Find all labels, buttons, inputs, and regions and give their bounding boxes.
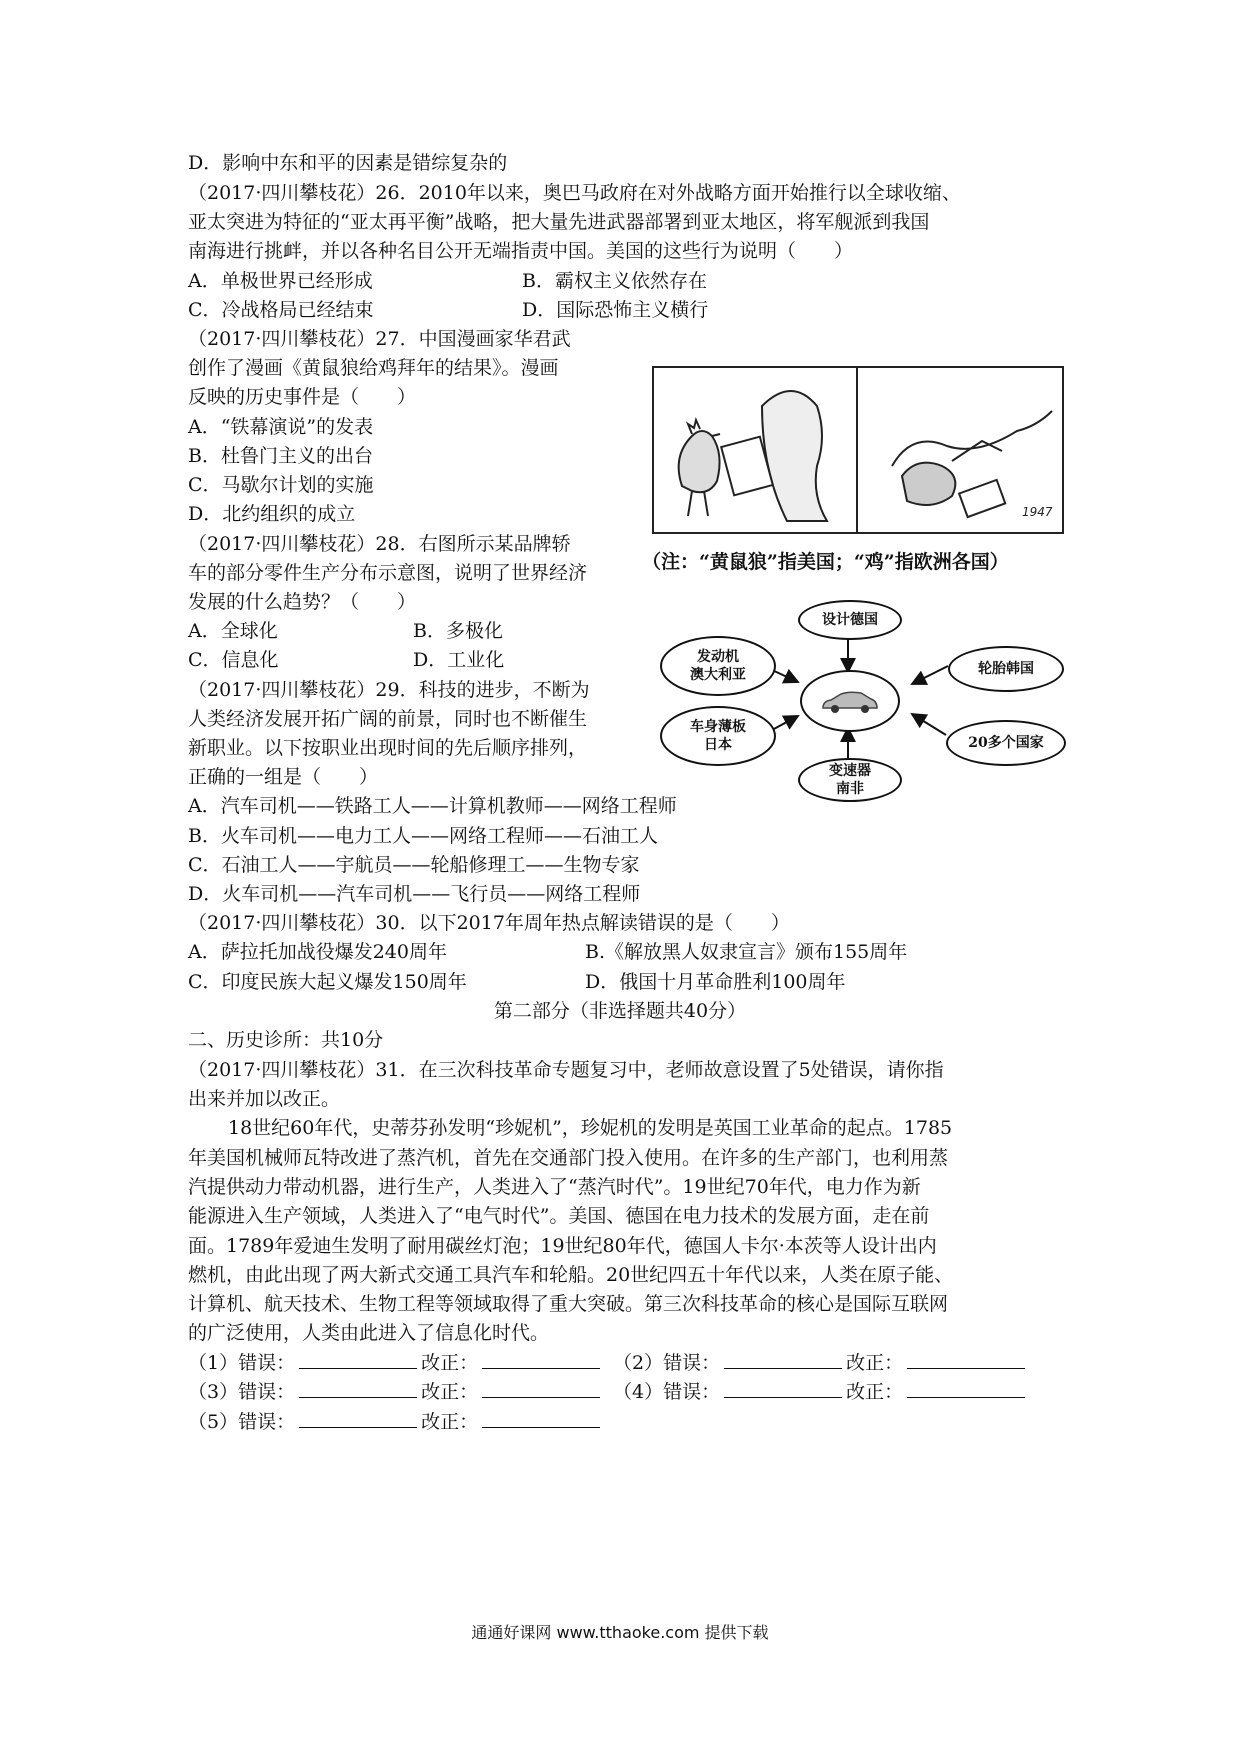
passage-line-8: 的广泛使用，人类由此进入了信息化时代。 [188,1322,550,1344]
q26-option-a: A．单极世界已经形成 [188,270,373,292]
q30-option-b: B.《解放黑人奴隶宣言》颁布155周年 [585,941,908,963]
answer-row-1 [188,1350,604,1376]
q26-option-c: C．冷战格局已经结束 [188,299,374,321]
q29-stem-2: 人类经济发展开拓广阔的前景，同时也不断催生 [188,708,588,730]
q27-option-d: D．北约组织的成立 [188,503,356,525]
q31-stem-2: 出来并加以改正。 [188,1088,341,1110]
car-parts-diagram [660,600,1065,800]
node-transmission-label-1: 变速器 [829,763,871,779]
q26-stem-3: 南海进行挑衅，并以各种名目公开无端指责中国。美国的这些行为说明（ ） [188,240,854,262]
blank-fix-5[interactable] [482,1409,600,1428]
label-fix-1: 改正： [421,1352,479,1374]
option-d-prev: D．影响中东和平的因素是错综复杂的 [188,152,508,174]
node-tires-korea [948,646,1064,692]
q27-option-c: C．马歇尔计划的实施 [188,474,374,496]
q29-stem-3: 新职业。以下按职业出现时间的先后顺序排列， [188,737,588,759]
car-hub [800,670,900,732]
label-fix-3: 改正： [421,1381,479,1403]
q29-option-a: A．汽车司机——铁路工人——计算机教师——网络工程师 [188,795,677,817]
passage-line-7: 计算机、航天技术、生物工程等领域取得了重大突破。第三次科技革命的核心是国际互联网 [188,1293,949,1315]
car-icon [819,686,881,716]
blank-fix-1[interactable] [482,1350,600,1369]
passage-line-6: 燃机，由此出现了两大新式交通工具汽车和轮船。20世纪四五十年代以来，人类在原子能、 [188,1264,954,1286]
blank-error-1[interactable] [299,1350,417,1369]
q28-stem-2: 车的部分零件生产分布示意图，说明了世界经济 [188,562,588,584]
node-engine-label-2: 澳大利亚 [690,667,746,683]
node-20-countries [946,720,1066,766]
q26-stem-1: （2017·四川攀枝花）26．2010年以来，奥巴马政府在对外战略方面开始推行以全球收缩、 [188,182,961,204]
blank-fix-2[interactable] [907,1350,1025,1369]
part-two-heading: 第二部分（非选择题共40分） [493,1000,747,1022]
q29-stem-1: （2017·四川攀枝花）29．科技的进步，不断为 [188,679,590,701]
label-fix-2: 改正： [846,1352,904,1374]
blank-error-3[interactable] [299,1379,417,1398]
label-error-3: （3）错误： [188,1381,296,1403]
q28-option-a: A．全球化 [188,620,278,642]
q30-option-d: D．俄国十月革命胜利100周年 [585,971,846,993]
label-error-4: （4）错误： [613,1381,721,1403]
passage-line-4: 能源进入生产领域，人类进入了“电气时代”。美国、德国在电力技术的发展方面，走在前 [188,1205,930,1227]
node-countries-label: 20多个国家 [968,735,1044,751]
answer-row-5 [188,1409,604,1435]
node-transmission-south-africa [798,758,902,802]
q28-option-b: B．多极化 [413,620,503,642]
q30-option-c: C．印度民族大起义爆发150周年 [188,971,467,993]
node-transmission-label-2: 南非 [836,781,864,797]
label-fix-4: 改正： [846,1381,904,1403]
node-body-label-2: 日本 [704,737,732,753]
passage-line-2: 年美国机械师瓦特改进了蒸汽机，首先在交通部门投入使用。在许多的生产部门，也利用蒸 [188,1147,949,1169]
q27-option-b: B．杜鲁门主义的出台 [188,445,373,467]
q26-option-b: B．霸权主义依然存在 [522,270,707,292]
passage-line-3: 汽提供动力带动机器，进行生产，人类进入了“蒸汽时代”。19世纪70年代，电力作为新 [188,1176,921,1198]
q28-option-c: C．信息化 [188,649,279,671]
q27-stem-3: 反映的历史事件是（ ） [188,386,417,408]
q30-option-a: A．萨拉托加战役爆发240周年 [188,941,447,963]
cartoon-year: 1947 [1022,505,1053,519]
q31-stem-1: （2017·四川攀枝花）31．在三次科技革命专题复习中，老师故意设置了5处错误，请你指 [188,1059,944,1081]
answer-row-2 [613,1350,1029,1376]
q26-stem-2: 亚太突进为特征的“亚太再平衡”战略，把大量先进武器部署到亚太地区，将军舰派到我国 [188,211,930,233]
node-tires-label: 轮胎韩国 [978,661,1034,677]
q29-option-c: C．石油工人——宇航员——轮船修理工——生物专家 [188,854,640,876]
label-error-5: （5）错误： [188,1411,296,1433]
node-design-label: 设计德国 [822,612,878,628]
blank-error-5[interactable] [299,1409,417,1428]
cartoon-image [652,366,1064,534]
q27-stem-2: 创作了漫画《黄鼠狼给鸡拜年的结果》。漫画 [188,357,559,379]
q28-stem-3: 发展的什么趋势？（ ） [188,591,417,613]
node-body-japan [660,706,776,766]
node-engine-label-1: 发动机 [697,649,739,665]
q27-option-a: A．“铁幕演说”的发表 [188,416,374,438]
passage-line-5: 面。1789年爱迪生发明了耐用碳丝灯泡；19世纪80年代，德国人卡尔·本茨等人设计出内 [188,1235,937,1257]
q29-option-d: D．火车司机——汽车司机——飞行员——网络工程师 [188,883,641,905]
page-footer: 通通好课网 www.tthaoke.com 提供下载 [471,1623,769,1642]
q30-stem: （2017·四川攀枝花）30．以下2017年周年热点解读错误的是（ ） [188,912,790,934]
section-two-heading: 二、历史诊所：共10分 [188,1029,384,1051]
node-engine-australia [660,636,776,696]
node-body-label-1: 车身薄板 [690,719,746,735]
answer-row-4 [613,1379,1029,1405]
q28-option-d: D．工业化 [413,649,505,671]
q28-stem-1: （2017·四川攀枝花）28．右图所示某品牌轿 [188,533,571,555]
label-error-1: （1）错误： [188,1352,296,1374]
q29-option-b: B．火车司机——电力工人——网络工程师——石油工人 [188,825,658,847]
blank-fix-4[interactable] [907,1379,1025,1398]
label-fix-5: 改正： [421,1411,479,1433]
passage-line-1: 18世纪60年代，史蒂芬孙发明“珍妮机”，珍妮机的发明是英国工业革命的起点。1785 [228,1117,953,1139]
answer-row-3 [188,1379,604,1405]
q26-option-d: D．国际恐怖主义横行 [522,299,709,321]
blank-error-4[interactable] [724,1379,842,1398]
cartoon-caption: （注：“黄鼠狼”指美国；“鸡”指欧洲各国） [642,551,1009,573]
q27-stem-1: （2017·四川攀枝花）27．中国漫画家华君武 [188,328,571,350]
label-error-2: （2）错误： [613,1352,721,1374]
q29-stem-4: 正确的一组是（ ） [188,766,379,788]
blank-error-2[interactable] [724,1350,842,1369]
node-design-germany [798,600,902,640]
blank-fix-3[interactable] [482,1379,600,1398]
